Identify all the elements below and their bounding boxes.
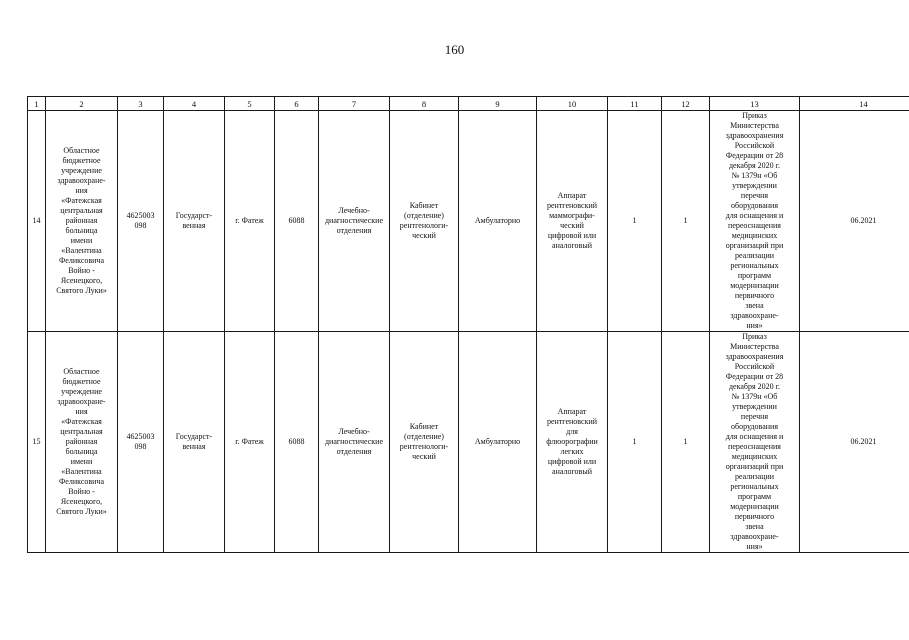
column-number: 3: [118, 97, 164, 111]
column-number: 10: [537, 97, 608, 111]
row-number: 14: [28, 111, 46, 332]
table-row: [28, 332, 909, 553]
institution-code: 4625003 098: [118, 111, 164, 332]
institution-name: Областное бюджетное учреждение здравоохране- ния «Фатежская центральная районная больница имени «Валентина Феликсовича Войно - Ясенецкого, Святого Луки»: [46, 111, 118, 332]
city: г. Фатеж: [225, 111, 275, 332]
department: Лечебно- диагностические отделения: [319, 332, 390, 553]
column-number-row: [28, 97, 909, 111]
column-number: 5: [225, 97, 275, 111]
ownership-form: Государст- венная: [164, 332, 225, 553]
column-number: 4: [164, 97, 225, 111]
equipment-registry-table: [27, 96, 909, 553]
quantity-total: 1: [662, 111, 710, 332]
institution-code: 4625003 098: [118, 332, 164, 553]
delivery-date: 06.2021: [800, 111, 909, 332]
regulatory-order: Приказ Министерства здравоохранения Российской Федерации от 28 декабря 2020 г. № 1379н «Об утверждении перечня оборудования для оснащения и переоснащения медицинских организаций при реализации региональных программ модернизации первичного звена здравоохране- ния»: [710, 111, 800, 332]
column-number: 13: [710, 97, 800, 111]
table-row: [28, 111, 909, 332]
code-index: 6088: [275, 332, 319, 553]
column-number: 8: [390, 97, 459, 111]
column-number: 1: [28, 97, 46, 111]
column-number: 2: [46, 97, 118, 111]
quantity-planned: 1: [608, 332, 662, 553]
row-number: 15: [28, 332, 46, 553]
ownership-form: Государст- венная: [164, 111, 225, 332]
regulatory-order: Приказ Министерства здравоохранения Российской Федерации от 28 декабря 2020 г. № 1379н «Об утверждении перечня оборудования для оснащения и переоснащения медицинских организаций при реализации региональных программ модернизации первичного звена здравоохране- ния»: [710, 332, 800, 553]
column-number: 14: [800, 97, 909, 111]
column-number: 6: [275, 97, 319, 111]
delivery-date: 06.2021: [800, 332, 909, 553]
equipment-name: Аппарат рентгеновский маммографи- ческий цифровой или аналоговый: [537, 111, 608, 332]
cabinet: Кабинет (отделение) рентгенологи- ческий: [390, 111, 459, 332]
code-index: 6088: [275, 111, 319, 332]
quantity-total: 1: [662, 332, 710, 553]
quantity-planned: 1: [608, 111, 662, 332]
column-number: 11: [608, 97, 662, 111]
column-number: 9: [459, 97, 537, 111]
department: Лечебно- диагностические отделения: [319, 111, 390, 332]
equipment-name: Аппарат рентгеновский для флюорографии легких цифровой или аналоговый: [537, 332, 608, 553]
institution-name: Областное бюджетное учреждение здравоохране- ния «Фатежская центральная районная больница имени «Валентина Феликсовича Войно - Ясенецкого, Святого Луки»: [46, 332, 118, 553]
column-number: 7: [319, 97, 390, 111]
care-type: Амбулаторно: [459, 111, 537, 332]
page-number: 160: [444, 42, 465, 57]
cabinet: Кабинет (отделение) рентгенологи- ческий: [390, 332, 459, 553]
city: г. Фатеж: [225, 332, 275, 553]
care-type: Амбулаторно: [459, 332, 537, 553]
column-number: 12: [662, 97, 710, 111]
